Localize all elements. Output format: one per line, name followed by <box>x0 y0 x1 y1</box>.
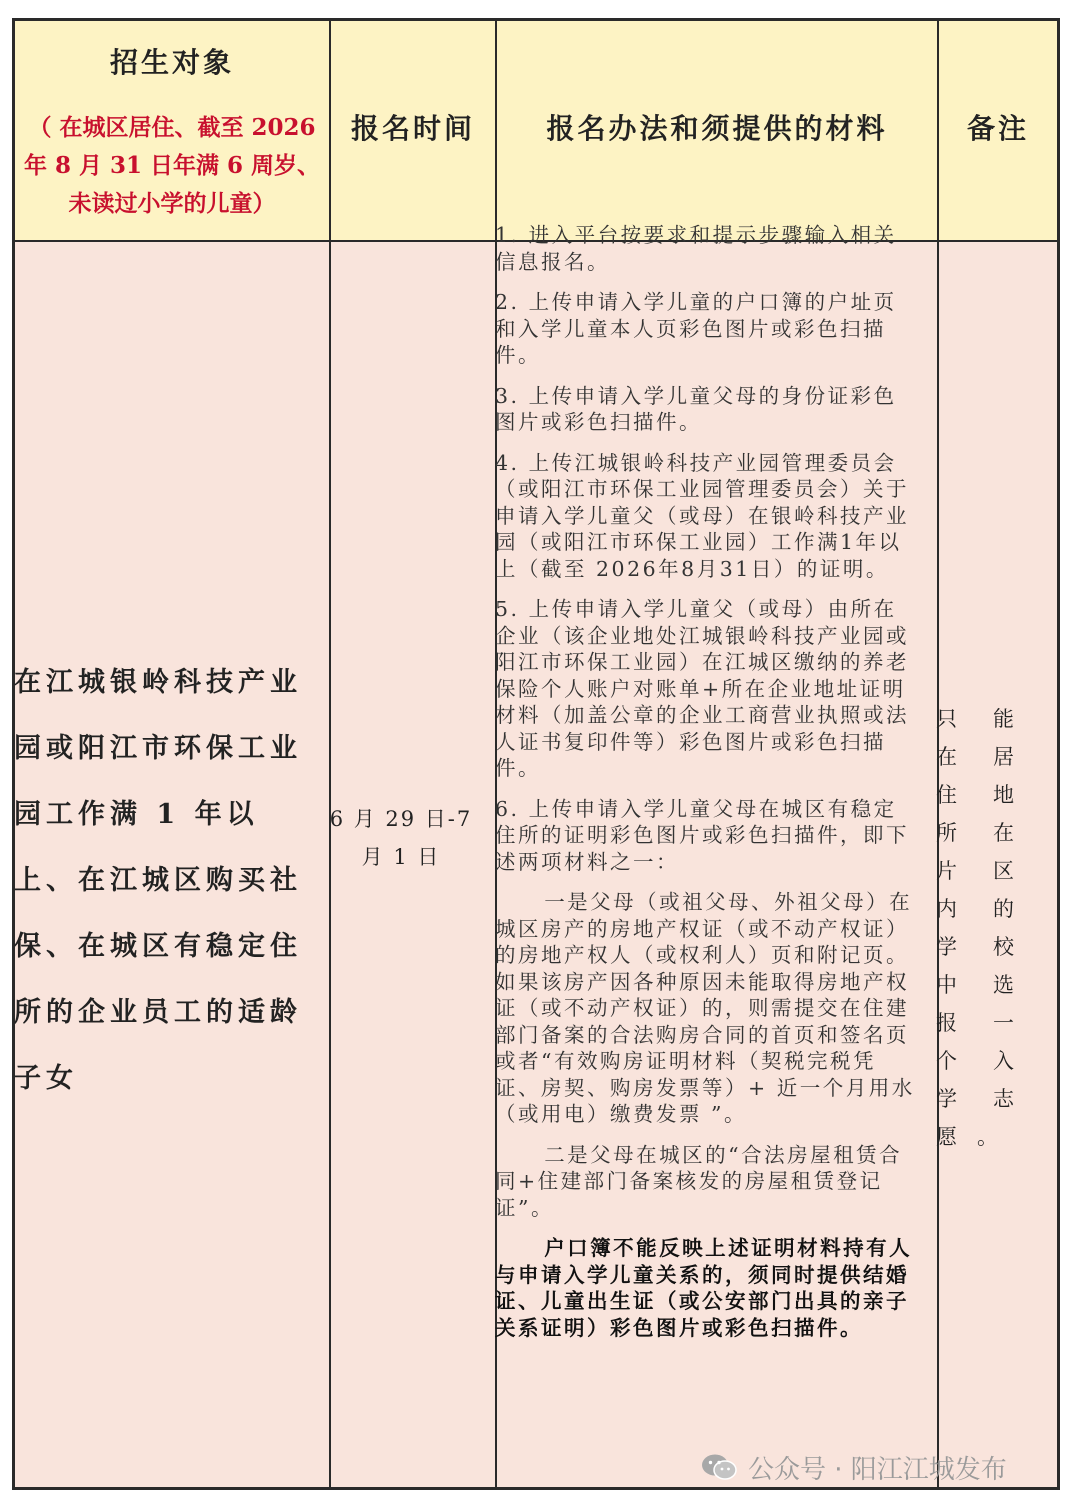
header-registration-method: 报名办法和须提供的材料 <box>546 112 888 145</box>
header-registration-time: 报名时间 <box>350 112 475 145</box>
header-target-note-line: 未读过小学的儿童） <box>68 190 276 217</box>
method-item: 6. 上传申请入学儿童父母在城区有稳定住所的证明彩色图片或彩色扫描件，即下述两项材料之一： <box>495 796 909 874</box>
header-remarks: 备注 <box>966 112 1029 145</box>
registration-time-cell: 6 月 29 日-7 月 1 日 <box>329 807 473 869</box>
watermark <box>700 1447 1007 1487</box>
method-sub-item: 一是父母（或祖父母、外祖父母）在城区房产的房地产权证（或不动产权证）的房地产权人（或权利人）页和附记页。如果该房产因各种原因未能取得房地产权证（或不动产权证）的，则需提交在住建部门备案的合法购房合同的首页和签名页或者“有效购房证明材料（契税完税凭证、房契、购房发票等）+ 近一个月用水（或用电）缴费发票 ”。 <box>495 890 915 1126</box>
remarks-cell: 只能在居住地所在片区内的学校中选报一个入学志愿。 <box>936 707 1034 1149</box>
header-target-note-line: 年 8 月 31 日年满 6 周岁、 <box>23 152 321 179</box>
method-sub-item: 二是父母在城区的“合法房屋租赁合同+住建部门备案核发的房屋租赁登记证”。 <box>495 1142 903 1220</box>
method-item: 5. 上传申请入学儿童父（或母）由所在企业（该企业地处江城银岭科技产业园或阳江市环保工业园）在江城区缴纳的养老保险个人账户对账单+所在企业地址证明材料（加盖公章的企业工商营业执照或法人证书复印件等）彩色图片或彩色扫描件。 <box>495 597 909 780</box>
method-item: 3. 上传申请入学儿童父母的身份证彩色图片或彩色扫描件。 <box>495 383 897 434</box>
header-enrollment-target: 招生对象 <box>109 46 234 79</box>
method-item: 1. 进入平台按要求和提示步骤输入相关信息报名。 <box>495 223 897 274</box>
header-target-note <box>15 109 329 223</box>
registration-methods-cell <box>495 222 915 1355</box>
method-item: 2. 上传申请入学儿童的户口簿的户址页和入学儿童本人页彩色图片或彩色扫描件。 <box>495 290 897 367</box>
header-target-note-line: （ 在城区居住、截至 2026 <box>28 114 316 141</box>
column-divider <box>329 21 331 1487</box>
wechat-icon <box>700 1452 738 1482</box>
enrollment-target-cell: 在江城银岭科技产业园或阳江市环保工业园工作满 1 年以上、在江城区购买社保、在城区有稳定住所的企业员工的适龄子女 <box>14 667 302 1094</box>
watermark-text: 公众号 · 阳江江城发布 <box>748 1454 1007 1485</box>
method-item: 4. 上传江城银岭科技产业园管理委员会（或阳江市环保工业园管理委员会）关于申请入学儿童父（或母）在银岭科技产业园（或阳江市环保工业园）工作满1年以上（截至 2026年8月31日）的证明。 <box>495 450 909 581</box>
method-bold-note: 户口簿不能反映上述证明材料持有人与申请入学儿童关系的，须同时提供结婚证、儿童出生证（或公安部门出具的亲子关系证明）彩色图片或彩色扫描件。 <box>495 1236 913 1340</box>
